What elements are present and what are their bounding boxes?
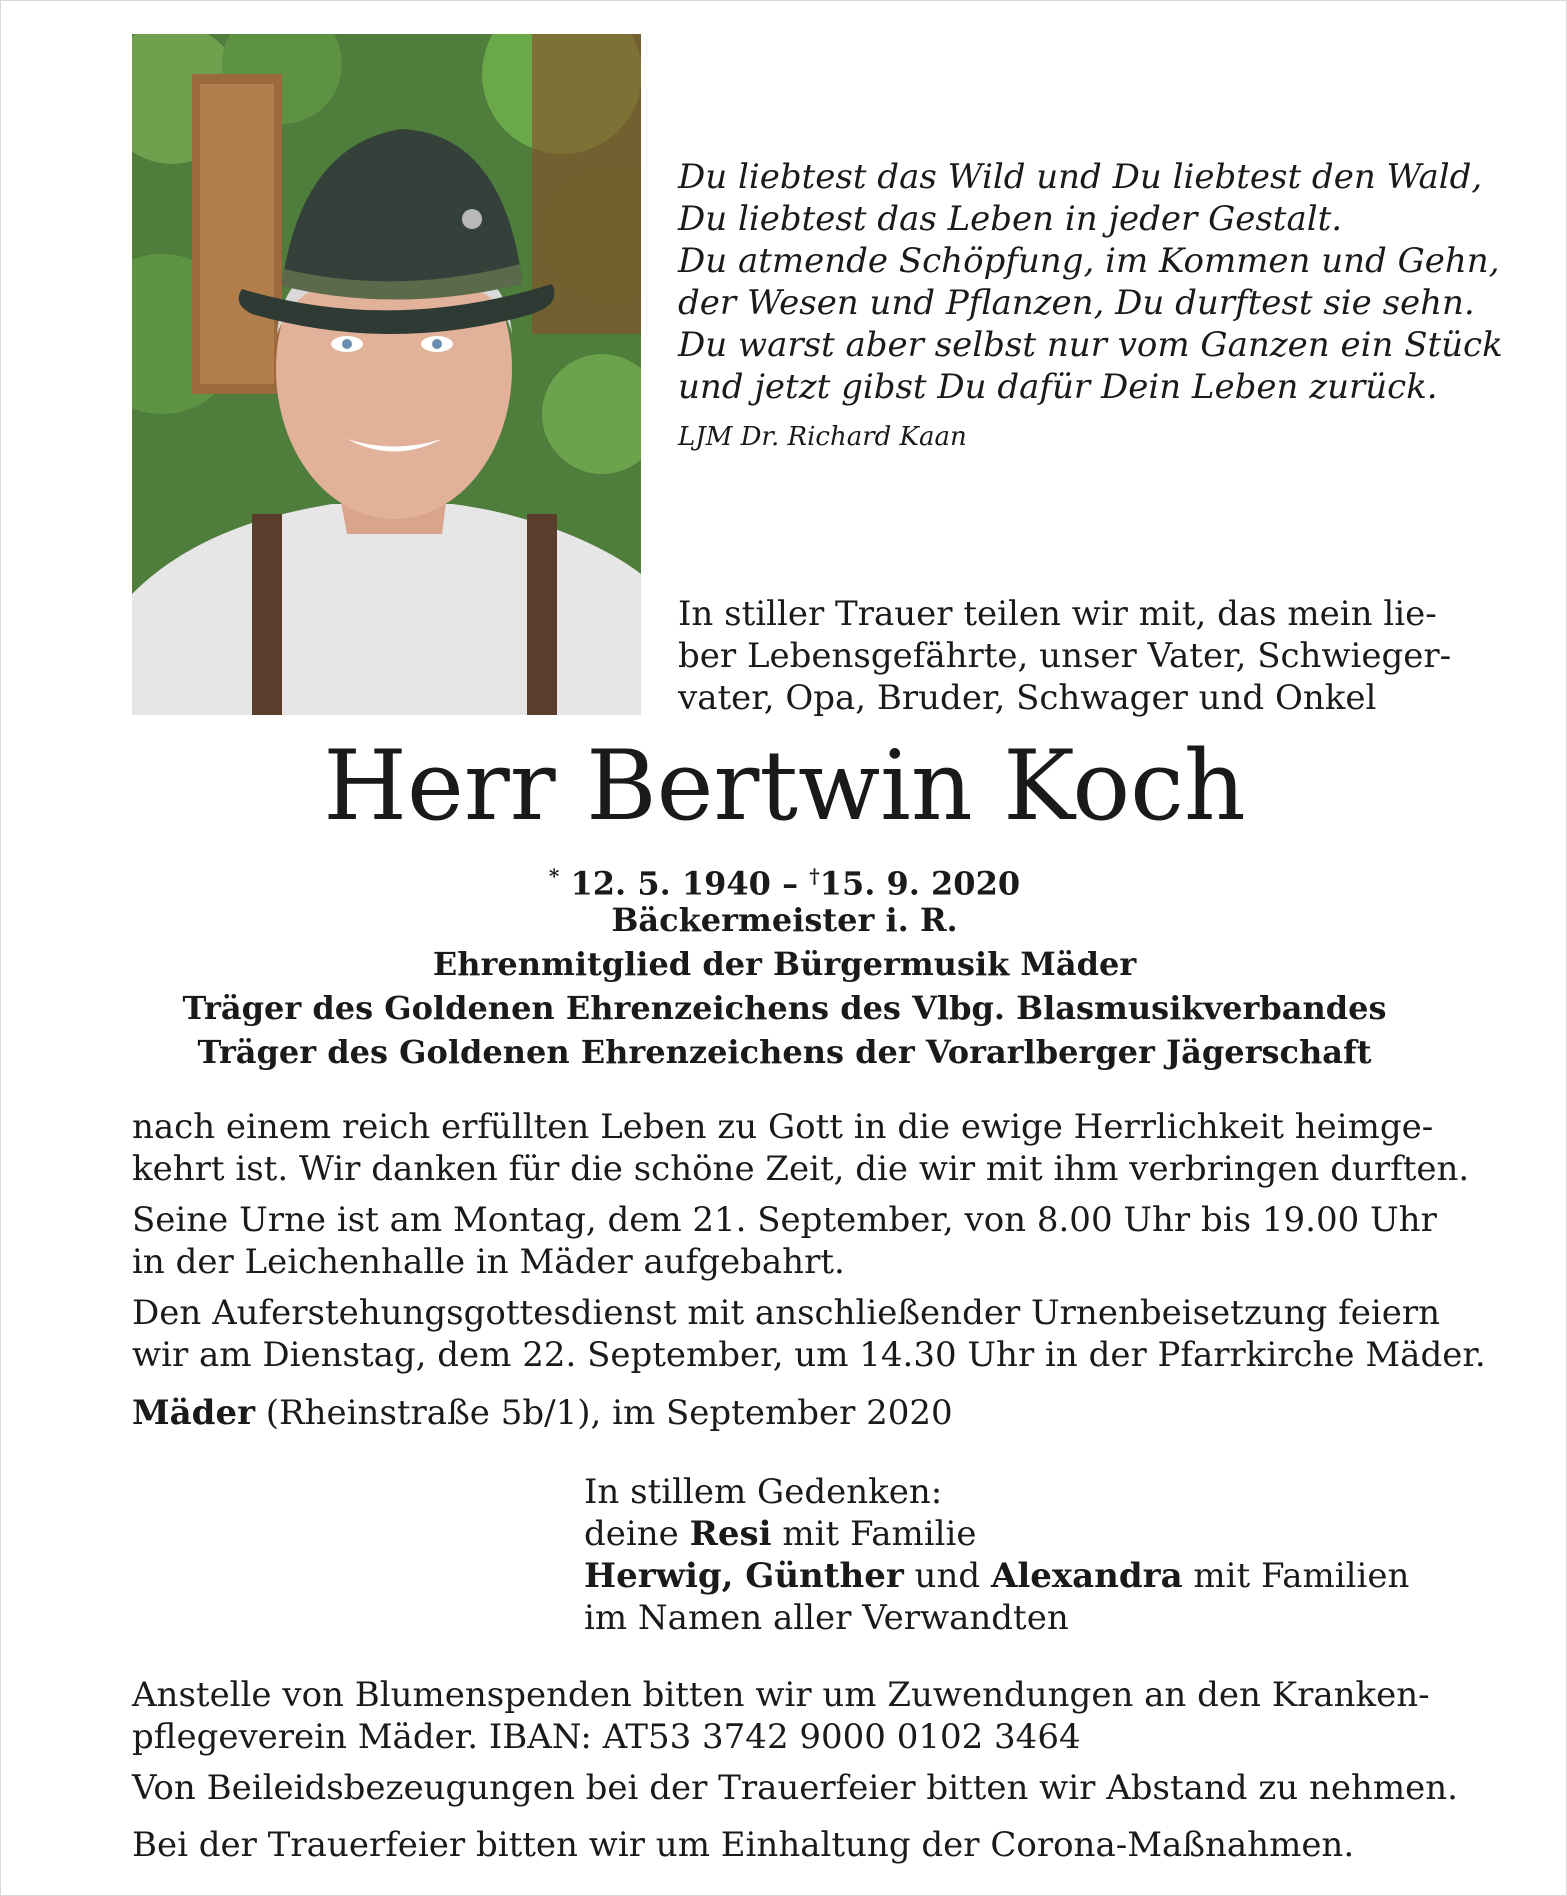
poem-line: Du liebtest das Wild und Du liebtest den Wald, bbox=[678, 157, 1483, 197]
announcement-intro bbox=[678, 593, 1458, 719]
condolence-line: Von Beileidsbezeugungen bei der Trauerfeier bitten wir Abstand zu nehmen. bbox=[132, 1768, 1458, 1808]
intro-line: ber Lebensgefährte, unser Vater, Schwieger- bbox=[678, 636, 1452, 676]
place-address-date: (Rheinstraße 5b/1), im September 2020 bbox=[254, 1393, 953, 1433]
signoff-text: mit Familien bbox=[1182, 1556, 1410, 1596]
signoff-name: Resi bbox=[689, 1514, 772, 1554]
condolence-note bbox=[132, 1767, 1462, 1809]
place-name: Mäder bbox=[132, 1393, 255, 1433]
body-paragraph-2 bbox=[132, 1199, 1462, 1283]
poem-line: der Wesen und Pflanzen, Du durftest sie sehn. bbox=[678, 283, 1475, 323]
date-separator: – bbox=[782, 864, 799, 903]
place-and-date bbox=[132, 1392, 1462, 1434]
body-line: wir am Dienstag, dem 22. September, um 14.30 Uhr in der Pfarrkirche Mäder. bbox=[132, 1335, 1486, 1375]
body-line: nach einem reich erfüllten Leben zu Gott in die ewige Herrlichkeit heimge- bbox=[132, 1107, 1434, 1147]
body-line: kehrt ist. Wir danken für die schöne Zeit, die wir mit ihm verbringen durften. bbox=[132, 1149, 1470, 1189]
signoff-text: mit Familie bbox=[771, 1514, 977, 1554]
poem-author: LJM Dr. Richard Kaan bbox=[678, 422, 967, 452]
poem-line: Du atmende Schöpfung, im Kommen und Gehn, bbox=[678, 241, 1500, 281]
death-symbol: † bbox=[809, 864, 820, 888]
donation-note bbox=[132, 1674, 1462, 1758]
title-line: Träger des Goldenen Ehrenzeichens der Vorarlberger Jägerschaft bbox=[197, 1033, 1372, 1071]
portrait-illustration bbox=[132, 34, 641, 715]
portrait-photo bbox=[132, 34, 641, 715]
body-line: in der Leichenhalle in Mäder aufgebahrt. bbox=[132, 1242, 845, 1282]
signoff-heading: In stillem Gedenken: bbox=[584, 1472, 943, 1512]
signoff-text: im Namen aller Verwandten bbox=[584, 1598, 1069, 1638]
poem bbox=[678, 156, 1503, 408]
donation-line: pflegeverein Mäder. IBAN: AT53 3742 9000 0102 3464 bbox=[132, 1717, 1081, 1757]
signoff-name: Herwig, Günther bbox=[584, 1556, 904, 1596]
poem-line: und jetzt gibst Du dafür Dein Leben zurück. bbox=[678, 367, 1438, 407]
death-date: 15. 9. 2020 bbox=[819, 864, 1021, 903]
deceased-name: Herr Bertwin Koch bbox=[323, 730, 1246, 842]
body-line: Seine Urne ist am Montag, dem 21. September, von 8.00 Uhr bis 19.00 Uhr bbox=[132, 1200, 1437, 1240]
signoff-text: deine bbox=[584, 1514, 690, 1554]
body-paragraph-3 bbox=[132, 1292, 1486, 1376]
intro-line: In stiller Trauer teilen wir mit, das mein lie- bbox=[678, 594, 1437, 634]
birth-symbol: * bbox=[548, 864, 560, 888]
title-line: Ehrenmitglied der Bürgermusik Mäder bbox=[432, 945, 1137, 983]
corona-note bbox=[132, 1824, 1462, 1866]
birth-date: 12. 5. 1940 bbox=[570, 864, 771, 903]
signoff-name: Alexandra bbox=[990, 1556, 1183, 1596]
corona-line: Bei der Trauerfeier bitten wir um Einhaltung der Corona-Maßnahmen. bbox=[132, 1825, 1355, 1865]
body-paragraph-1 bbox=[132, 1106, 1470, 1190]
body-line: Den Auferstehungsgottesdienst mit anschließender Urnenbeisetzung feiern bbox=[132, 1293, 1440, 1333]
signoff-text: und bbox=[903, 1556, 991, 1596]
signoff bbox=[584, 1471, 1444, 1639]
intro-line: vater, Opa, Bruder, Schwager und Onkel bbox=[678, 678, 1377, 718]
poem-line: Du liebtest das Leben in jeder Gestalt. bbox=[678, 199, 1343, 239]
poem-line: Du warst aber selbst nur vom Ganzen ein Stück bbox=[678, 325, 1503, 365]
title-line: Bäckermeister i. R. bbox=[611, 901, 958, 939]
donation-line: Anstelle von Blumenspenden bitten wir um Zuwendungen an den Kranken- bbox=[132, 1675, 1430, 1715]
title-line: Träger des Goldenen Ehrenzeichens des Vlbg. Blasmusikverbandes bbox=[182, 989, 1387, 1027]
